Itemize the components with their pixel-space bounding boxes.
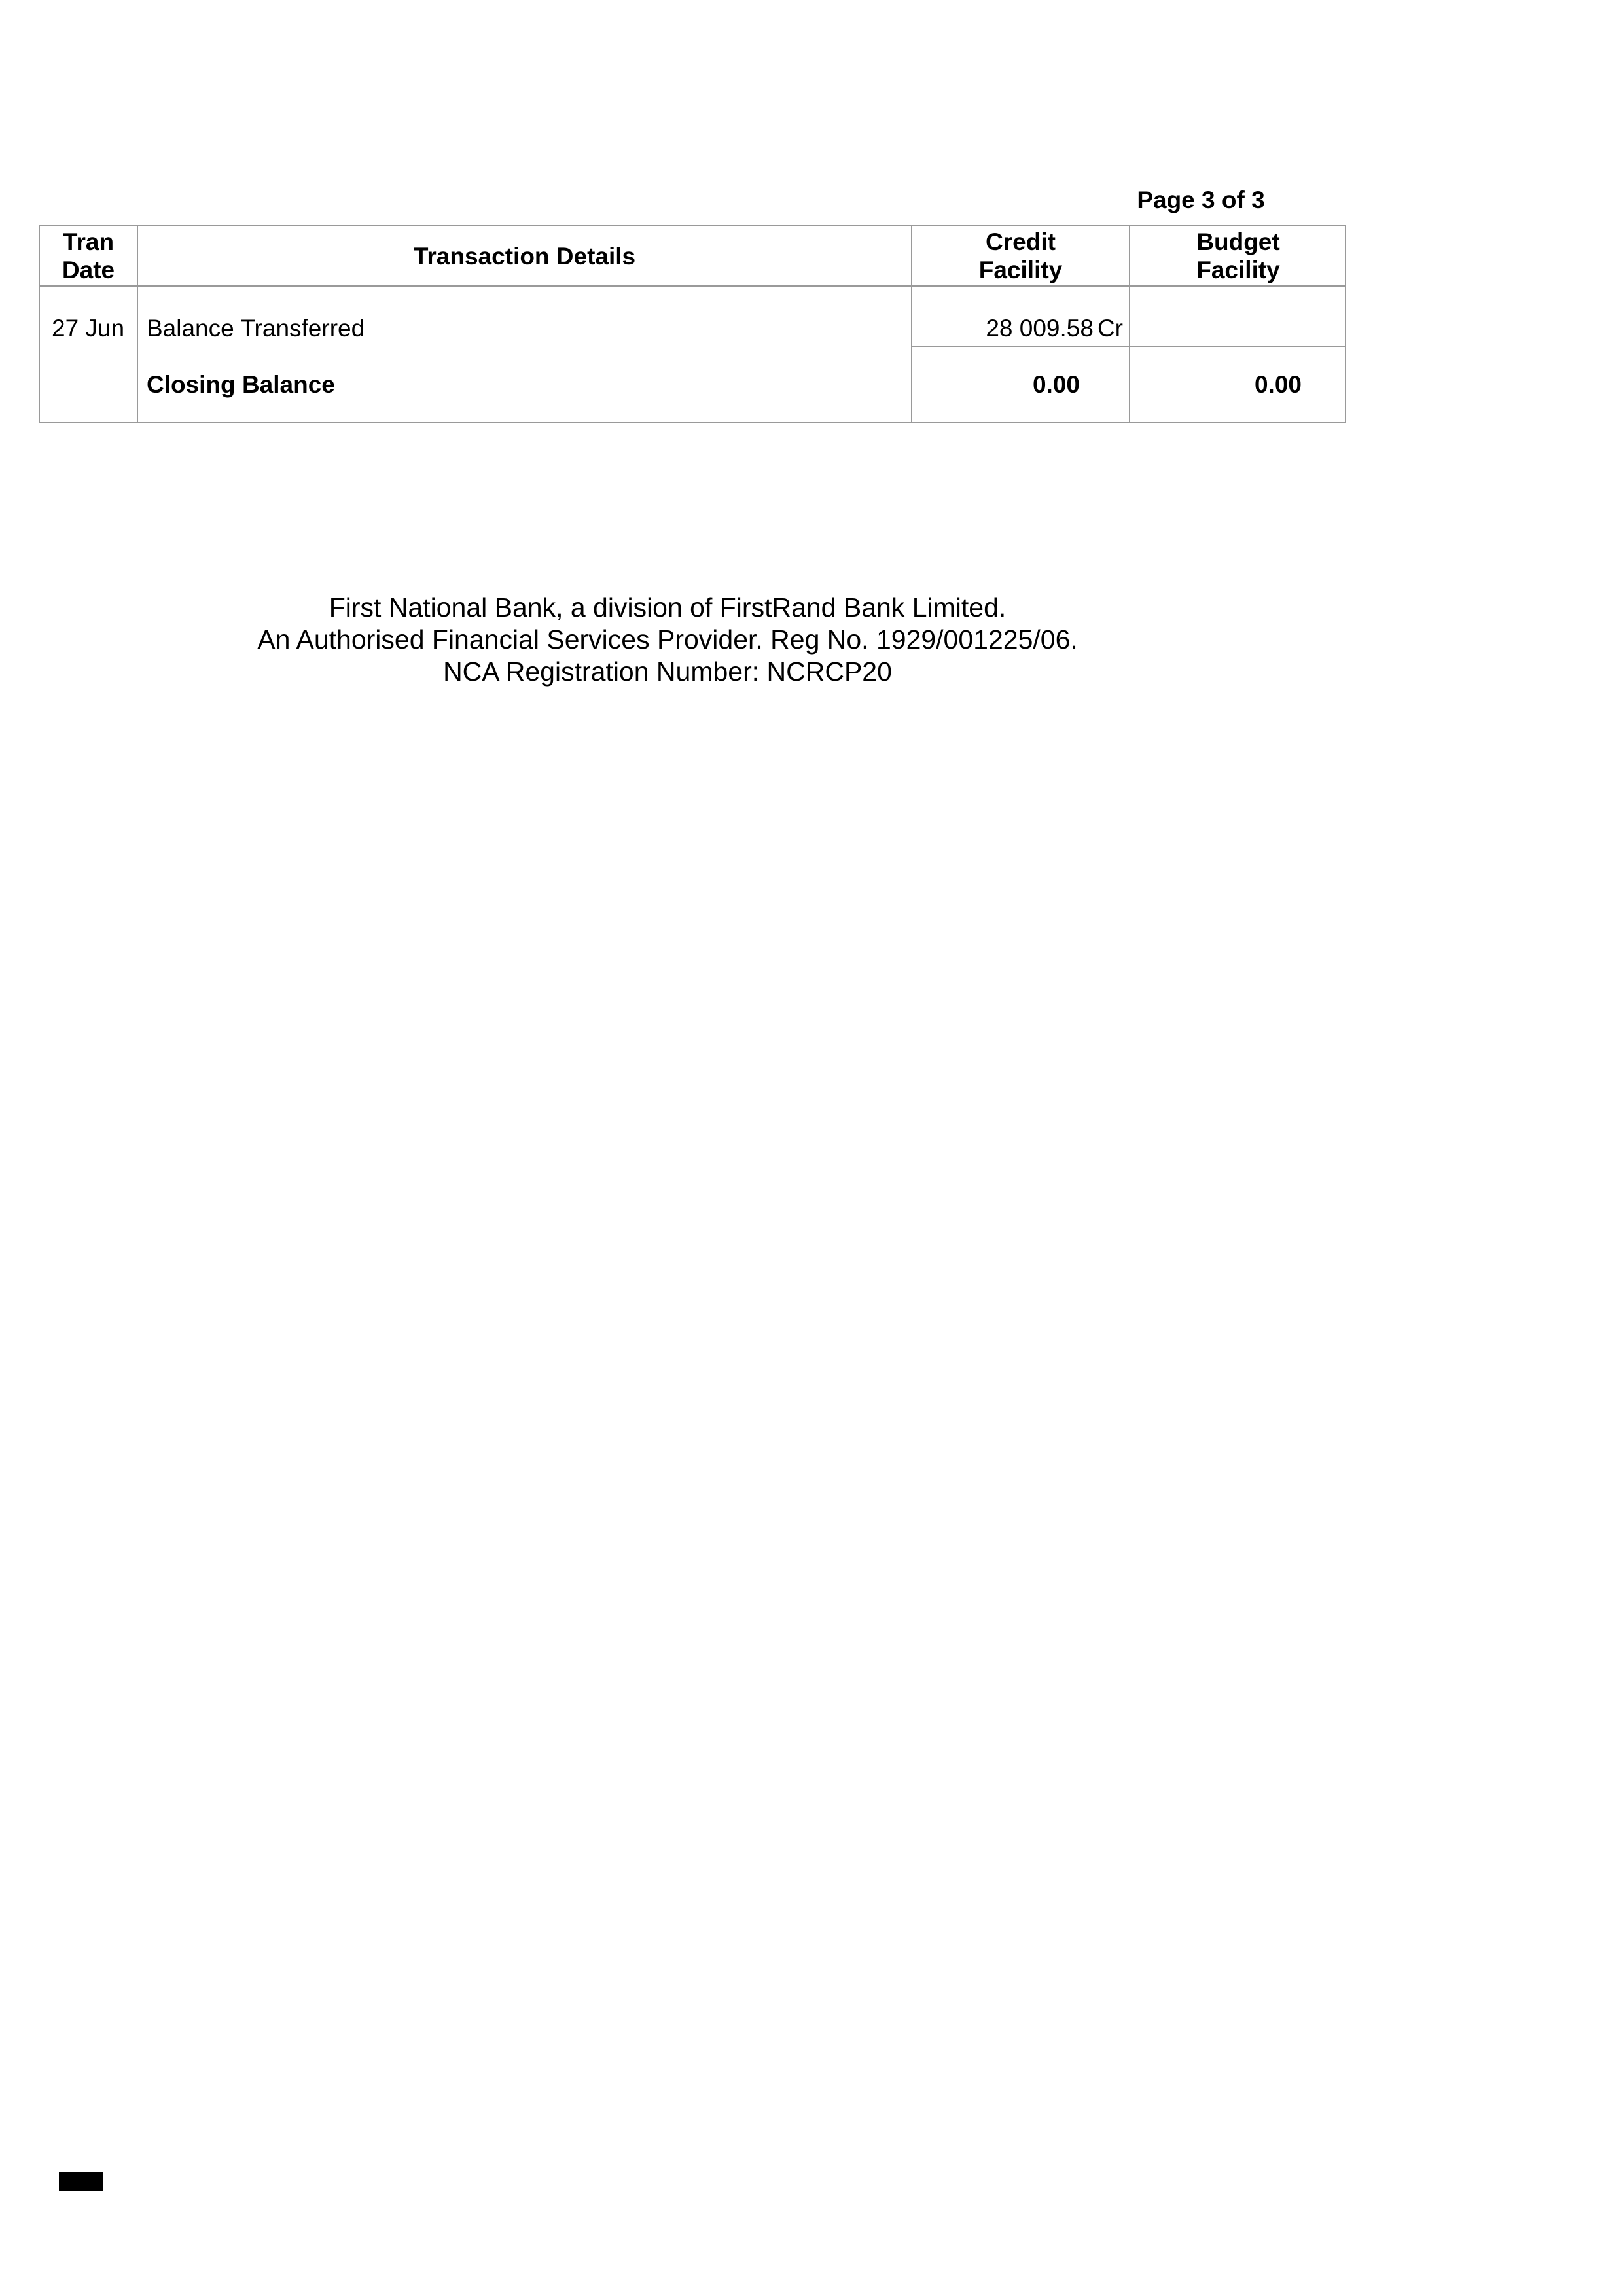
closing-balance-label: Closing Balance [147, 371, 335, 398]
row-details: Balance Transferred [147, 315, 365, 342]
row-credit-value: 28 009.58 [986, 315, 1094, 342]
header-details-label: Transaction Details [413, 242, 636, 270]
header-credit-line1: Credit [986, 228, 1056, 255]
header-tran-date [40, 226, 137, 285]
header-transaction-details [138, 226, 911, 285]
row-credit-amount [986, 314, 1123, 343]
row-credit-suffix: Cr [1097, 315, 1123, 342]
header-tran-date-line1: Tran [62, 228, 115, 255]
row-date: 27 Jun [52, 315, 125, 342]
header-credit-line2: Facility [978, 257, 1063, 283]
header-budget-facility [1130, 226, 1346, 285]
header-budget-line2: Facility [1196, 257, 1280, 283]
row-divider [911, 346, 1345, 347]
page-number: Page 3 of 3 [1137, 187, 1265, 213]
closing-budget-amount: 0.00 [1254, 371, 1302, 398]
bank-footer [0, 592, 1335, 688]
header-divider [40, 285, 1345, 287]
statement-table [39, 225, 1346, 423]
header-tran-date-line2: Date [62, 257, 115, 283]
closing-credit-amount: 0.00 [1032, 371, 1080, 398]
header-credit-facility [912, 226, 1129, 285]
footer-line-1: First National Bank, a division of FirstRand Bank Limited. [329, 592, 1007, 622]
footer-line-3: NCA Registration Number: NCRCP20 [443, 656, 892, 687]
footer-line-2: An Authorised Financial Services Provider. Reg No. 1929/001225/06. [257, 624, 1078, 655]
redaction-mark [59, 2172, 103, 2191]
header-budget-line1: Budget [1196, 228, 1280, 255]
